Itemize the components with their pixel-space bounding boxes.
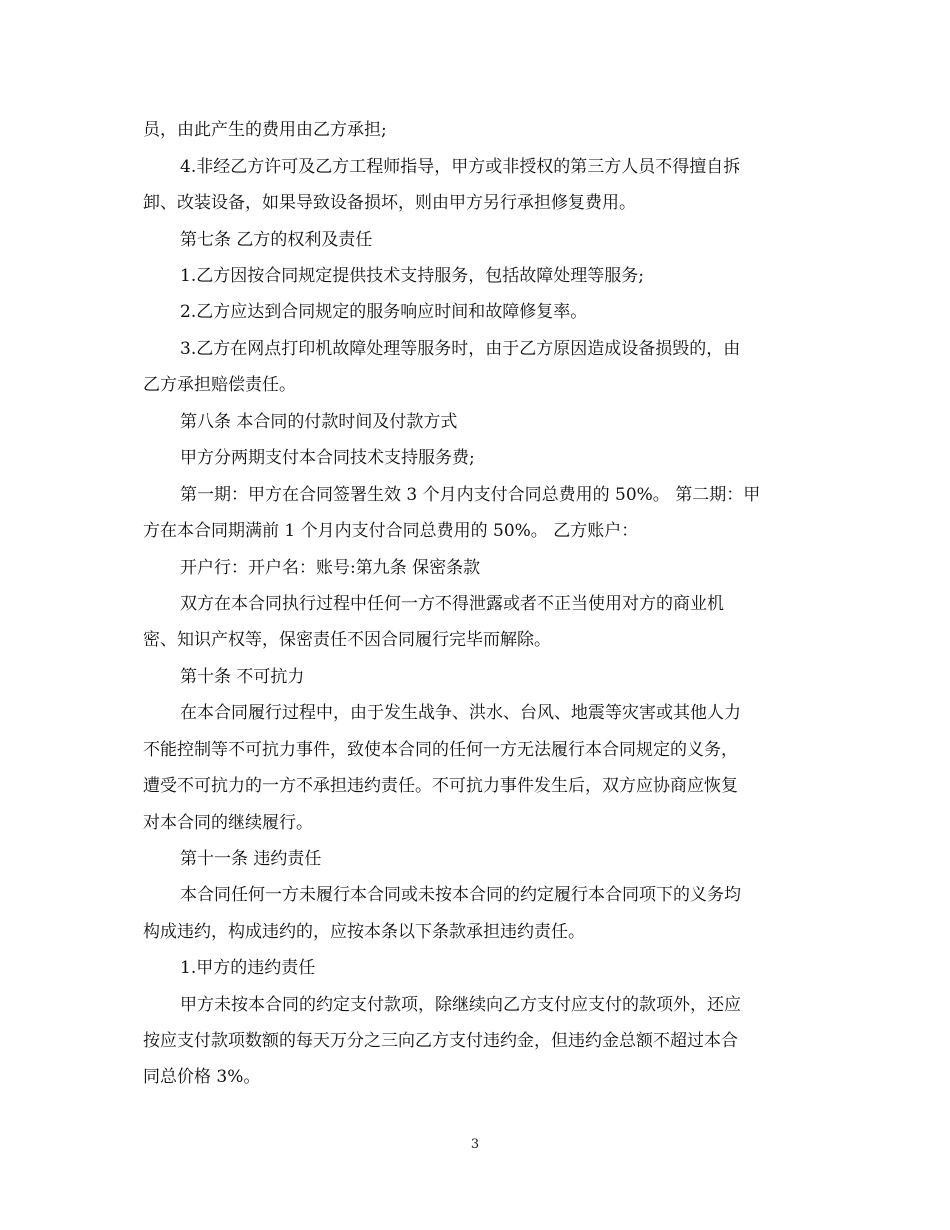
text-line: 4.非经乙方许可及乙方工程师指导，甲方或非授权的第三方人员不得擅自拆: [180, 157, 741, 177]
text-line: 卸、改装设备，如果导致设备损坏，则由甲方另行承担修复费用。: [143, 193, 636, 213]
section-heading: 第十一条 违约责任: [180, 849, 322, 869]
text-line: 1.甲方的违约责任: [180, 958, 316, 978]
text-line: 3.乙方在网点打印机故障处理等服务时，由于乙方原因造成设备损毁的，由: [180, 339, 741, 359]
text-line: 同总价格 3%。: [143, 1067, 261, 1087]
text-line: 双方在本合同执行过程中任何一方不得泄露或者不正当使用对方的商业机: [180, 594, 724, 614]
text-line: 甲方未按本合同的约定支付款项，除继续向乙方支付应支付的款项外，还应: [180, 995, 741, 1015]
text-line: 本合同任何一方未履行本合同或未按本合同的约定履行本合同项下的义务均: [180, 885, 741, 905]
text-line: 构成违约，构成违约的，应按本条以下条款承担违约责任。: [143, 922, 585, 942]
text-line: 密、知识产权等，保密责任不因合同履行完毕而解除。: [143, 630, 551, 650]
text-line: 2.乙方应达到合同规定的服务响应时间和故障修复率。: [180, 302, 588, 322]
section-heading: 第八条 本合同的付款时间及付款方式: [180, 412, 458, 432]
text-line: 在本合同履行过程中，由于发生战争、洪水、台风、地震等灾害或其他人力: [180, 703, 741, 723]
text-line: 按应支付款项数额的每天万分之三向乙方支付违约金，但违约金总额不超过本合: [143, 1031, 738, 1051]
text-line: 对本合同的继续履行。: [143, 813, 313, 833]
text-line: 乙方承担赔偿责任。: [143, 375, 296, 395]
text-line: 1.乙方因按合同规定提供技术支持服务，包括故障处理等服务;: [180, 266, 644, 286]
section-heading: 第七条 乙方的权利及责任: [180, 230, 373, 250]
page-number: 3: [470, 1137, 480, 1152]
text-line: 遭受不可抗力的一方不承担违约责任。不可抗力事件发生后，双方应协商应恢复: [143, 776, 738, 796]
text-line: 方在本合同期满前 1 个月内支付合同总费用的 50%。 乙方账户：: [143, 521, 639, 541]
text-line: 不能控制等不可抗力事件，致使本合同的任何一方无法履行本合同规定的义务，: [143, 740, 738, 760]
section-heading: 第十条 不可抗力: [180, 667, 305, 687]
text-line: 员，由此产生的费用由乙方承担;: [143, 120, 387, 140]
text-line: 第一期：甲方在合同签署生效 3 个月内支付合同总费用的 50%。 第二期：甲: [180, 485, 761, 505]
text-line: 甲方分两期支付本合同技术支持服务费;: [180, 448, 475, 468]
text-line: 开户行：开户名：账号:第九条 保密条款: [180, 558, 481, 578]
